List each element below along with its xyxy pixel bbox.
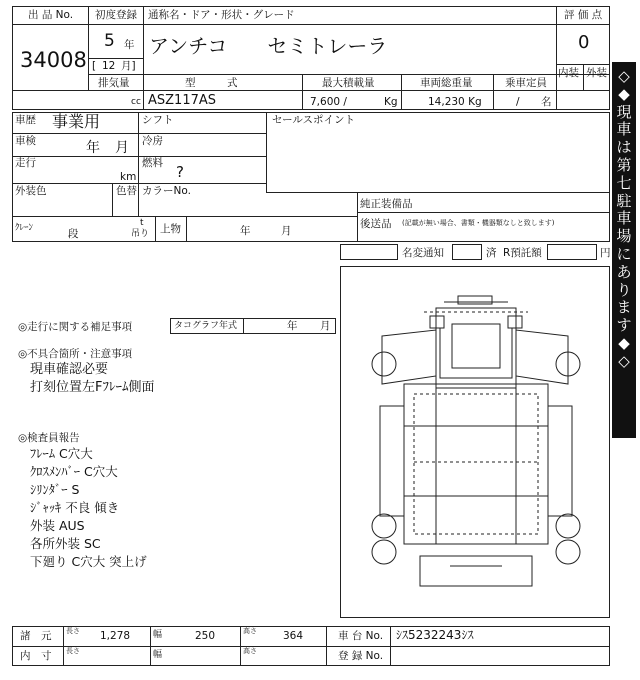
height-label: 高さ [243,627,257,635]
reg-year-unit: 年 [124,39,135,51]
inspector-title: ◎検査員報告 [18,432,80,444]
chassis-label: 車 台 No. [338,630,384,642]
score-value: 0 [578,32,590,53]
width-label: 幅 [153,630,163,640]
rear-right-wheel [556,514,580,538]
tacho-month: 月 [320,320,331,332]
capacity-value: / [516,96,520,108]
rear-left-wheel [372,514,396,538]
model-label: 型 式 [185,77,238,89]
capacity-unit: 名 [541,96,552,108]
dims-label: 諸 元 [20,630,52,642]
crane-label: ｸﾚｰﾝ [15,223,34,233]
gvw-value: 14,230 Kg [428,96,482,108]
inspector-item-3: ｼﾘﾝﾀﾞｰ S [30,482,80,497]
max-load-unit: Kg [384,96,398,108]
length-label: 長さ [66,627,80,635]
genuine-equip-label: 純正装備品 [360,198,413,210]
driving-title: ◎走行に関する補足事項 [18,321,133,333]
max-load-label: 最大積載量 [322,77,375,89]
inspector-item-7: 下廻り C穴大 突上げ [30,554,147,569]
max-load-value: 7,600 / [310,96,347,108]
reg-month-open: [ [92,60,97,72]
chassis-no: ｼｽ5232243ｼｽ [396,628,474,642]
trailer-bed [404,384,548,544]
tacho-year: 年 [287,320,298,332]
defect-2: 打刻位置左Fﾌﾚｰﾑ側面 [30,380,155,395]
front-left-wheel [372,352,396,376]
inspector-item-1: ﾌﾚｰﾑ C穴大 [30,446,93,461]
history-label: 車歴 [15,114,36,126]
sales-points-label: セールスポイント [272,114,356,126]
inspector-item-2: ｸﾛｽﾒﾝﾊﾞｰ C穴大 [30,464,118,479]
history-value: 事業用 [52,112,101,131]
cc-unit: cc [131,97,141,107]
exterior-color-label: 外装色 [15,185,47,197]
crane-lift-unit: 吊り [131,229,150,239]
boarding-label: 上物 [160,223,181,235]
inspection-month-unit: 月 [115,140,129,156]
inspector-item-5: 外装 AUS [30,518,85,533]
inspector-item-6: 各所外装 SC [30,536,101,551]
yen-unit: 円 [600,247,611,259]
right-mirror [508,316,522,328]
tacho-label: タコグラフ年式 [174,321,238,331]
shipping-note: (記載が無い場合、書類・機器類なしと致します) [402,219,555,227]
inspection-year-unit: 年 [86,140,100,156]
interior-dims-label: 内 寸 [20,650,52,662]
inspection-label: 車検 [15,135,36,147]
reg-year: 5 [104,31,115,51]
side-banner-text: ◇ ◆ 現 車 は 第 七 駐 車 場 に あ り ま す ◆ ◇ [616,67,632,370]
shipping-label: 後送品 [360,218,392,230]
notice-box-2 [452,244,482,260]
int-height-label: 高さ [243,647,257,655]
boarding-year: 年 [240,225,251,237]
reg-month: 12 [102,60,116,72]
fuel-label: 燃料 [142,157,163,169]
defect-1: 現車確認必要 [30,362,109,377]
lot-label: 出 品 No. [28,9,74,21]
gvw-label: 車両総重量 [420,77,473,89]
color-no-label: 色替 [116,185,137,197]
int-length-label: 長さ [66,647,80,655]
first-reg-label: 初度登録 [95,9,137,21]
name-change-mark: 済 [486,247,497,259]
name-change-label: 名変通知 [402,247,444,259]
crane-stage-unit: 段 [68,228,79,240]
notice-box-3 [547,244,597,260]
fuel-value: ? [176,163,184,181]
length-value: 1,278 [100,630,131,642]
side-banner [612,62,636,438]
ac-label: 冷房 [142,135,163,147]
reg-month-unit: 月] [121,60,136,72]
registration-label: 登 録 No. [338,650,384,662]
lot-number: 34008 [20,48,87,72]
width-value: 250 [195,630,216,642]
vehicle-name: アンチコ セミトレーラ [149,34,388,58]
capacity-label: 乗車定員 [505,77,547,89]
name-label: 通称名・ドア・形状・グレード [148,9,295,21]
crane-ton-unit: t [140,218,144,228]
score-label: 評 価 点 [564,9,603,21]
cab-outline [436,308,516,388]
shift-label: シフト [142,114,174,126]
inspector-item-4: ｼﾞｬｯｷ 不良 傾き [30,500,120,515]
model-code: ASZ117AS [148,93,217,108]
notice-box-1 [340,244,398,260]
height-value: 364 [283,630,304,642]
interior-score-label: 内装 [558,67,579,79]
mileage-label: 走行 [15,157,36,169]
color-code-label: カラーNo. [142,185,191,197]
km-unit: km [120,171,137,183]
displacement-label: 排気量 [98,77,130,89]
exterior-score-label: 外装 [586,67,607,79]
left-mirror [430,316,444,328]
boarding-month: 月 [281,225,292,237]
int-width-label: 幅 [153,650,163,660]
recycle-label: R預託額 [503,247,542,259]
truck-diagram [340,266,610,618]
defects-title: ◎不具合箇所・注意事項 [18,348,133,360]
